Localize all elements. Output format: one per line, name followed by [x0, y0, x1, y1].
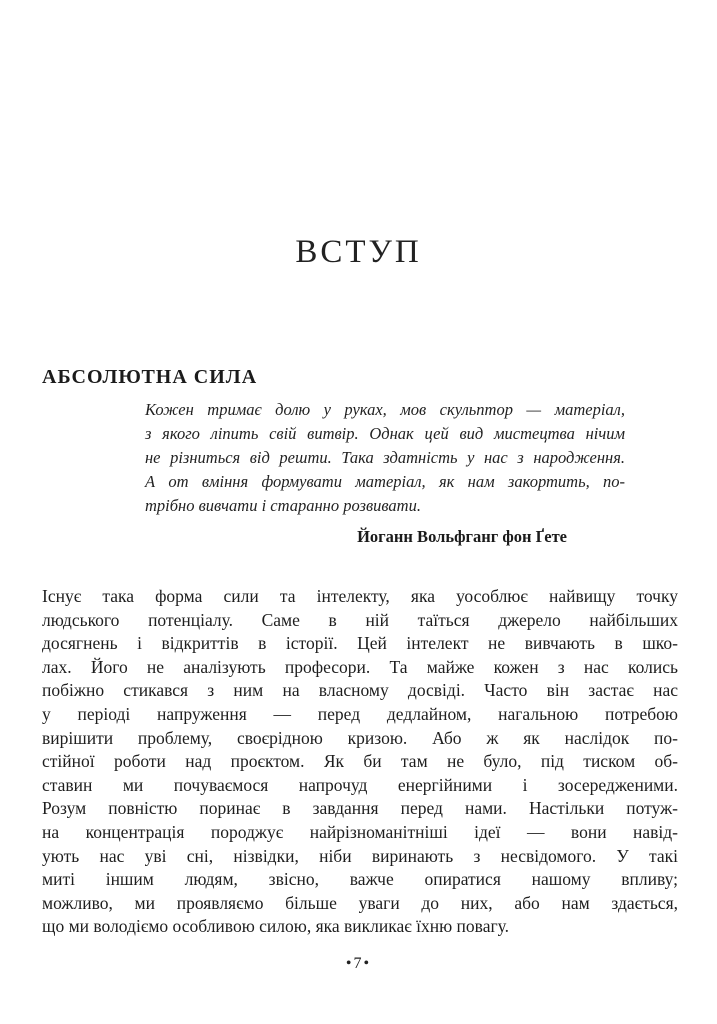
- epigraph-line: з якого ліпить свій витвір. Однак цей вид мистецтва нічим: [145, 424, 625, 443]
- body-line: людського потенціалу. Саме в ній таїться джерело найбільших: [42, 609, 678, 630]
- section-heading: АБСОЛЮТНА СИЛА: [42, 365, 258, 388]
- epigraph-line: трібно вивчати і старанно розвивати.: [145, 496, 421, 515]
- body-line: Існує така форма сили та інтелекту, яка уособлює найвищу точку: [42, 586, 678, 606]
- body-line: вирішити проблему, своєрідною кризою. Або ж як наслідок по-: [42, 727, 678, 748]
- page-number: •7•: [345, 955, 372, 972]
- body-line: побіжно стикався з ним на власному досвіді. Часто він застає нас: [42, 680, 678, 701]
- body-line: стійної роботи над проєктом. Як би там не було, під тиском об-: [42, 751, 678, 772]
- body-line: досягнень і відкриттів в історії. Цей інтелект не вивчають в шко-: [42, 633, 678, 654]
- body-line: ують нас уві сні, нізвідки, ніби виринають з несвідомого. У такі: [42, 845, 678, 866]
- body-line: миті іншим людям, звісно, важче опиратися нашому впливу;: [42, 869, 678, 890]
- body-line: на концентрація породжує найрізноманітніші ідеї — вони навід-: [42, 821, 678, 842]
- epigraph-text: [145, 398, 625, 518]
- epigraph-attribution: Йоганн Вольфганг фон Ґете: [357, 527, 567, 546]
- body-line: що ми володіємо особливою силою, яка викликає їхню повагу.: [42, 916, 510, 937]
- body-line: Розум повністю поринає в завдання перед нами. Настільки потуж-: [42, 798, 678, 819]
- body-line: у періоді напруження — перед дедлайном, нагальною потребою: [42, 703, 678, 724]
- epigraph-line: А от вміння формувати матеріал, як нам закортить, по-: [145, 472, 625, 491]
- epigraph-line: не різниться від решти. Така здатність у нас з народження.: [145, 448, 625, 467]
- body-line: ставин ми почуваємося напрочуд енергійними і зосередженими.: [42, 774, 678, 795]
- chapter-title: ВСТУП: [295, 234, 422, 271]
- epigraph-block: [145, 398, 625, 549]
- body-line: можливо, ми проявляємо більше уваги до них, або нам здається,: [42, 892, 678, 913]
- body-line: лах. Його не аналізують професори. Та майже кожен з нас колись: [42, 656, 678, 677]
- body-paragraph: [42, 585, 678, 939]
- epigraph-line: Кожен тримає долю у руках, мов скульптор — матеріал,: [145, 400, 625, 419]
